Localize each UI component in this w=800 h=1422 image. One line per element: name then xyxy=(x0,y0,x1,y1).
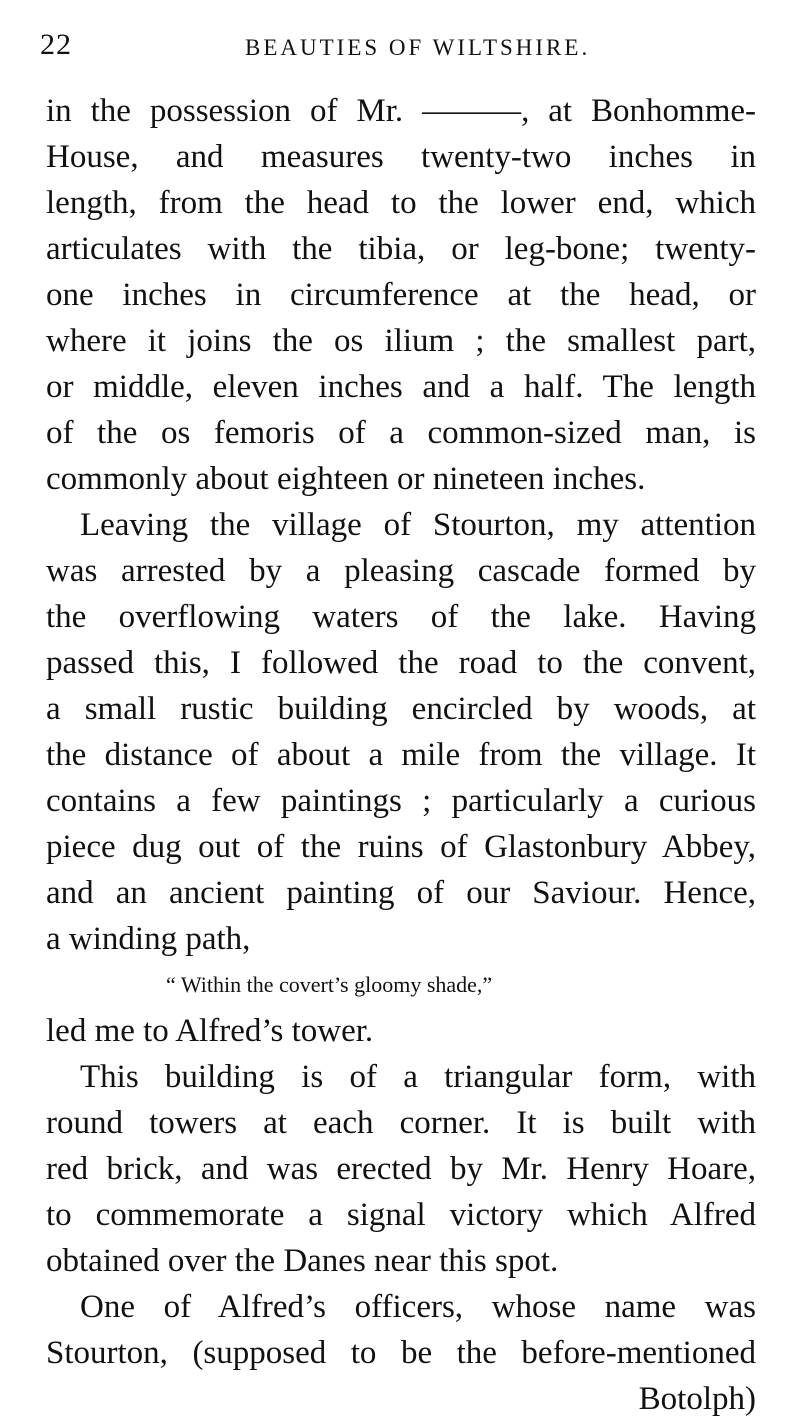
text-line: a small rustic building encircled by woods, at xyxy=(46,691,756,727)
text-line: length, from the head to the lower end, which xyxy=(46,185,756,221)
text-line: round towers at each corner. It is built with xyxy=(46,1105,756,1141)
text-line: led me to Alfred’s tower. xyxy=(46,1013,374,1049)
page-header xyxy=(40,28,760,68)
text-line: or middle, eleven inches and a half. The length xyxy=(46,369,756,405)
text-line: commonly about eighteen or nineteen inches. xyxy=(46,461,646,497)
running-head: BEAUTIES OF WILTSHIRE. xyxy=(245,35,591,60)
text-line: articulates with the tibia, or leg-bone; twenty- xyxy=(46,231,756,267)
text-line: Botolph) xyxy=(638,1381,756,1417)
text-line: red brick, and was erected by Mr. Henry Hoare, xyxy=(46,1151,756,1187)
text-line: one inches in circumference at the head, or xyxy=(46,277,756,313)
text-line: was arrested by a pleasing cascade formed by xyxy=(46,553,756,589)
paragraph-start-line: One of Alfred’s officers, whose name was xyxy=(80,1289,756,1325)
page-number: 22 xyxy=(40,28,72,61)
text-line: the distance of about a mile from the village. It xyxy=(46,737,756,773)
body-text xyxy=(46,88,756,1422)
text-line: the overflowing waters of the lake. Having xyxy=(46,599,756,635)
text-line: obtained over the Danes near this spot. xyxy=(46,1243,559,1279)
text-line: House, and measures twenty-two inches in xyxy=(46,139,756,175)
text-line: contains a few paintings ; particularly a curious xyxy=(46,783,756,819)
text-line: Stourton, (supposed to be the before-mentioned xyxy=(46,1335,756,1371)
text-line: a winding path, xyxy=(46,921,251,957)
text-line: of the os femoris of a common-sized man, is xyxy=(46,415,756,451)
text-line: passed this, I followed the road to the convent, xyxy=(46,645,756,681)
text-line: where it joins the os ilium ; the smallest part, xyxy=(46,323,756,359)
text-line: piece dug out of the ruins of Glastonbury Abbey, xyxy=(46,829,756,865)
text-line: to commemorate a signal victory which Alfred xyxy=(46,1197,756,1233)
text-line: and an ancient painting of our Saviour. Hence, xyxy=(46,875,756,911)
text-line: in the possession of Mr. ———, at Bonhomme- xyxy=(46,93,756,129)
verse-quotation: “ Within the covert’s gloomy shade,” xyxy=(166,972,493,997)
paragraph-start-line: This building is of a triangular form, with xyxy=(80,1059,756,1095)
paragraph-start-line: Leaving the village of Stourton, my attention xyxy=(80,507,756,543)
